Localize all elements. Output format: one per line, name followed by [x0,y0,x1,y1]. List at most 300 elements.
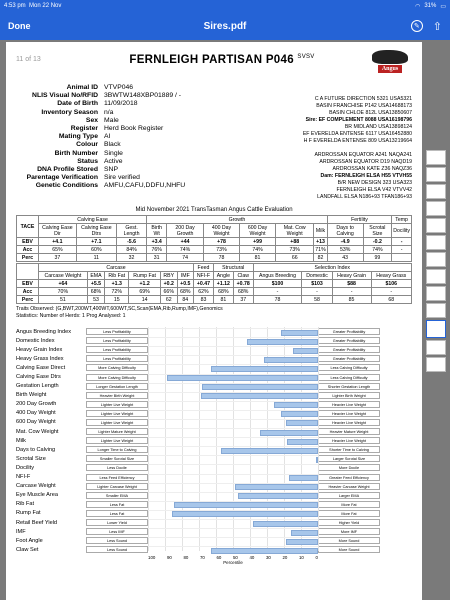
table-cell: -0.2 [363,238,392,246]
table-cell: +0.47 [194,280,214,288]
navigation-bar [0,12,450,40]
info-key: Date of Birth [57,100,98,108]
table-cell: 70% [39,288,88,296]
wifi-icon: ◠ [415,3,421,10]
table-cell: 14 [129,296,161,304]
pedigree [232,96,412,201]
bar-area [148,419,318,426]
percentile-bar [221,448,318,454]
column-header-row [17,272,412,280]
chart-row [16,445,412,454]
document-title: Sires.pdf [203,20,247,32]
percentile-chart [16,327,412,565]
page-thumbnail[interactable] [426,235,446,250]
high-descriptor: Larger Scrotal Size [318,455,380,462]
column-header: Days to Calving [327,224,363,238]
percentile-bar [201,393,318,399]
percentile-bar [238,493,318,499]
table-cell: 53% [327,246,363,254]
trait-label: Heavy Grass Index [16,355,64,362]
table-cell: 73% [203,246,239,254]
column-header: Claw [233,272,253,280]
trait-label: Calving Ease Direct [16,364,66,371]
chart-row [16,527,412,536]
column-header-row [17,224,412,238]
group-header: Feed [194,264,214,272]
low-descriptor: Lighter Live Weight [86,419,148,426]
low-descriptor: Less Profitability [86,328,148,335]
percentile-bar [316,457,318,463]
trait-label: 400 Day Weight [16,410,56,417]
battery-icon: ▭ [440,3,446,10]
percentile-bar [202,384,318,390]
low-descriptor: Smaller EMA [86,492,148,499]
high-descriptor: Greater Profitability [318,355,380,362]
ebv-table-carcase [16,263,412,304]
table-cell: +1.2 [129,280,161,288]
high-descriptor: Higher Yield [318,519,380,526]
trait-label: Mat. Cow Weight [16,428,59,435]
info-key: Genetic Conditions [35,182,98,190]
chart-row [16,491,412,500]
status-right [415,3,446,10]
info-key: Mating Type [58,133,98,141]
trait-label: Foot Angle [16,537,43,544]
column-header: 600 Day Weight [240,224,276,238]
low-descriptor: More Calving Difficulty [86,364,148,371]
column-header: Rib Fat [105,272,129,280]
page-thumbnail[interactable] [426,357,446,372]
bar-area [148,346,318,353]
table-cell: +99 [240,238,276,246]
bar-area [148,464,318,471]
x-tick-label: 0 [315,555,318,561]
table-cell: 78 [253,296,302,304]
pdf-page [6,42,422,600]
table-cell: 73% [276,246,314,254]
table-row [17,296,412,304]
pedigree-ancestor: ARDROSSAN KATE Z36 NAQZ36 [332,166,412,172]
pedigree-ancestor: ARDROSSAN EQUATOR A241 NAQA241 [314,152,412,158]
high-descriptor: Heavier Mature Weight [318,428,380,435]
info-row [16,92,206,100]
markup-icon[interactable]: ✎ [411,20,423,32]
low-descriptor: Less Fat [86,501,148,508]
row-label: Perc [17,254,39,262]
x-tick-label: 90 [166,555,172,561]
table-cell: 68% [177,288,193,296]
high-descriptor: More Fat [318,501,380,508]
low-descriptor: Less Docile [86,464,148,471]
percentile-bar [253,521,318,527]
table-cell: 81 [213,296,233,304]
table-row [17,288,412,296]
column-header: NFI-F [194,272,214,280]
chart-row [16,327,412,336]
trait-label: NFI-F [16,474,31,481]
table-cell: $88 [332,280,371,288]
x-tick-label: 80 [183,555,189,561]
trait-label: Heavy Grain Index [16,346,63,353]
x-axis-label: Percentile [223,560,243,566]
trait-label: Birth Weight [16,392,47,399]
group-header: Temp [392,216,412,224]
low-descriptor: Less Profitability [86,337,148,344]
page-thumbnail[interactable] [426,150,446,165]
info-value: AI [104,133,111,141]
column-header: EMA [87,272,104,280]
high-descriptor: Less Calving Difficulty [318,364,380,371]
chart-row [16,382,412,391]
table-cell: 31 [147,254,167,262]
trait-label: Days to Calving [16,446,56,453]
animal-name: FERNLEIGH PARTISAN P046 $^{SVSV}$ [129,54,315,66]
percentile-bar [211,548,318,554]
info-value: SNP [104,166,118,174]
percentile-bar [274,402,318,408]
bar-area [148,455,318,462]
column-header: 200 Day Growth [167,224,204,238]
chart-row [16,518,412,527]
table-cell: +0.78 [233,280,253,288]
bar-area [148,401,318,408]
high-descriptor: Heavier Live Weight [318,437,380,444]
pedigree-ancestor: H F EVERELDA ENTENSE 809 USA13219664 [303,138,412,144]
table-cell: +3.4 [147,238,167,246]
chart-row [16,500,412,509]
info-value: 3BWTW148XBP01889 / - [104,92,182,100]
table-cell: - [392,238,412,246]
info-key: NLIS Visual No/RFID [32,92,98,100]
chart-row [16,354,412,363]
x-tick-label: 40 [249,555,255,561]
table-cell [392,254,412,262]
low-descriptor: Smaller Scrotal Size [86,455,148,462]
info-row [16,117,206,125]
group-header: Structural [213,264,253,272]
page-thumbnail[interactable] [426,218,446,233]
angus-logo-text: Angus [378,65,402,73]
pedigree-ancestor: BASIN FRANCHISE P142 USA14688173 [316,103,412,109]
column-header: 400 Day Weight [203,224,239,238]
bar-area [148,374,318,381]
table-cell: 72% [105,288,129,296]
bar-area [148,337,318,344]
high-descriptor: Greater Feed Efficiency [318,474,380,481]
page-thumbnail[interactable] [426,269,446,284]
low-descriptor: Lower Yield [86,519,148,526]
info-row [16,174,206,182]
table-cell: +1.3 [105,280,129,288]
table-row [17,246,412,254]
done-button[interactable]: Done [8,21,31,31]
info-row [16,100,206,108]
column-header: Milk [314,224,327,238]
info-key: Register [70,125,98,133]
bar-area [148,528,318,535]
table-cell: - [371,288,411,296]
column-header: Mat. Cow Weight [276,224,314,238]
chart-row [16,463,412,472]
table-cell: - [332,288,371,296]
table-cell: +7.1 [76,238,116,246]
group-header: Calving Ease [39,216,147,224]
low-descriptor: Lighter Live Weight [86,437,148,444]
table-cell: 37 [233,296,253,304]
column-header: RBY [160,272,177,280]
bar-area [148,410,318,417]
info-row [16,166,206,174]
status-time: 4:53 pm Mon 22 Nov [4,3,62,9]
info-key: Birth Number [54,149,98,157]
chart-row [16,336,412,345]
x-tick-label: 50 [232,555,238,561]
percentile-bar [291,530,318,536]
table-cell: 68% [233,288,253,296]
column-header: Carcase Weight [39,272,88,280]
low-descriptor: Less Feed Efficiency [86,474,148,481]
info-row [16,150,206,158]
low-descriptor: Less Sound [86,546,148,553]
table-cell: 32 [116,254,146,262]
low-descriptor: Less Sound [86,537,148,544]
share-icon[interactable]: ⇧ [432,20,442,33]
table-cell: +78 [203,238,239,246]
percentile-bar [281,411,318,417]
table-cell: +64 [39,280,88,288]
pedigree-parent: Dam: FERNLEIGH ELSA H55 VTVH55 [320,173,412,179]
high-descriptor: Heavier Live Weight [318,401,380,408]
page-thumbnails [426,150,448,372]
table-cell: +4.1 [39,238,77,246]
column-header: Calving Ease Dtrs [76,224,116,238]
trait-label: 200 Day Growth [16,401,57,408]
low-descriptor: Lighter Live Weight [86,410,148,417]
column-header: Angle [213,272,233,280]
high-descriptor: Heavier Live Weight [318,410,380,417]
low-descriptor: Less IMF [86,528,148,535]
info-key: Inventory Season [41,108,98,116]
bar-area [148,364,318,371]
trait-label: Eye Muscle Area [16,492,58,499]
trait-label: Docility [16,464,35,471]
page-thumbnail[interactable] [426,167,446,182]
high-descriptor: Greater Profitability [318,337,380,344]
tace-label [17,264,39,280]
nav-actions [411,20,442,33]
bar-area [148,546,318,553]
info-key: Parentage Verification [26,174,98,182]
table-cell: -5.6 [116,238,146,246]
group-header: Selection Index [253,264,411,272]
chart-gridline [318,327,319,551]
low-descriptor: Less Profitability [86,346,148,353]
trait-label: Angus Breeding Index [16,328,72,335]
table-cell: 84 [177,296,193,304]
column-header: Calving Ease Dir [39,224,77,238]
info-value: Sire verified [104,174,140,182]
low-descriptor: Longer Gestation Length [86,383,148,390]
animal-info-list [16,84,206,201]
column-header: Domestic [302,272,332,280]
trait-label: IMF [16,528,26,535]
pedigree-ancestor: B/R NEW DESIGN 323 USA323 [337,180,412,186]
high-descriptor: Larger EMA [318,492,380,499]
info-row [16,141,206,149]
pedigree-ancestor: EF EVERELDA ENTENSE 6117 USA16452880 [302,131,412,137]
table-cell: - [253,288,302,296]
table-row [17,254,412,262]
x-tick-label: 20 [282,555,288,561]
high-descriptor: Less Calving Difficulty [318,374,380,381]
table-cell: 15 [105,296,129,304]
trait-label: Scrotal Size [16,455,46,462]
table-cell: 68% [213,288,233,296]
high-descriptor: Lighter Birth Weight [318,392,380,399]
ebv-section [16,207,412,319]
bar-area [148,328,318,335]
pedigree-ancestor [232,145,412,152]
table-cell: +13 [314,238,327,246]
page-thumbnail[interactable] [426,201,446,216]
row-label: Perc [17,296,39,304]
percentile-bar [293,348,319,354]
chart-row [16,391,412,400]
info-value: Male [104,116,119,124]
table-cell: 82 [314,254,327,262]
trait-label: Gestation Length [16,383,59,390]
angus-logo [368,50,412,73]
row-label: EBV [17,238,39,246]
page-thumbnail[interactable] [426,340,446,355]
page-thumbnail[interactable] [426,303,446,318]
chart-row [16,536,412,545]
table-cell: +44 [167,238,204,246]
row-label: Acc [17,246,39,254]
table-cell: 81 [240,254,276,262]
high-descriptor: Heavier Carcase Weight [318,483,380,490]
bar-area [148,437,318,444]
high-descriptor: More Sound [318,537,380,544]
pedigree-ancestor: LANDFALL ELSA N186+93 TFAN186+93 [317,194,412,200]
low-descriptor: Lighter Mature Weight [86,428,148,435]
info-key: DNA Profile Stored [37,166,98,174]
low-descriptor: Heavier Birth Weight [86,392,148,399]
table-cell: 74 [167,254,204,262]
table-cell: 68 [371,296,411,304]
table-cell: +1.12 [213,280,233,288]
high-descriptor: Heavier Live Weight [318,419,380,426]
pedigree-ancestor: BASIN CHLOE 812L USA13850607 [329,110,412,116]
table-cell: $106 [371,280,411,288]
pedigree-ancestor: ARDROSSAN EQUATOR D19 NAQD19 [319,159,412,165]
table-cell: +5.5 [87,280,104,288]
info-key: Colour [76,141,98,149]
percentile-bar [289,475,318,481]
bar-area [148,383,318,390]
trait-label: Rump Fat [16,510,41,517]
low-descriptor: More Calving Difficulty [86,374,148,381]
page-thumbnail[interactable] [426,320,446,338]
column-header: Docility [392,224,412,238]
x-tick-label: 30 [265,555,271,561]
column-header: Birth Wt [147,224,167,238]
table-cell: 68% [87,288,104,296]
page-thumbnail[interactable] [426,252,446,267]
chart-row [16,409,412,418]
chart-row [16,418,412,427]
x-tick-label: 100 [148,555,156,561]
table-cell: 43 [327,254,363,262]
page-thumbnail[interactable] [426,184,446,199]
page-thumbnail[interactable] [426,286,446,301]
table-cell: 66% [160,288,177,296]
x-tick-label: 10 [298,555,304,561]
info-row [16,158,206,166]
row-label: Acc [17,288,39,296]
trait-label: Domestic Index [16,337,55,344]
high-descriptor: Shorter Gestation Length [318,383,380,390]
table-cell: - [302,288,332,296]
page-header [16,50,412,80]
high-descriptor: More Fat [318,510,380,517]
info-value: n/a [104,108,114,116]
percentile-bar [235,484,318,490]
percentile-bar [211,366,318,372]
low-descriptor: Lighter Carcase Weight [86,483,148,490]
table-cell: 74% [240,246,276,254]
trait-label: Retail Beef Yield [16,519,58,526]
low-descriptor: Less Fat [86,510,148,517]
chart-row [16,427,412,436]
row-label: EBV [17,280,39,288]
bar-area [148,446,318,453]
info-value: VTVP046 [104,84,134,91]
table-cell: 60% [76,246,116,254]
group-header: Fertility [327,216,392,224]
table-cell: $103 [302,280,332,288]
high-descriptor: More Sound [318,546,380,553]
trait-label: 600 Day Weight [16,419,56,426]
chart-row [16,345,412,354]
column-header: Heavy Grain [332,272,371,280]
high-descriptor: More Docile [318,464,380,471]
pedigree-ancestor: FERNLEIGH ELSA V42 VTVV42 [336,187,412,193]
table-cell: 11 [76,254,116,262]
bar-area [148,510,318,517]
percentile-bar [281,330,318,336]
table-cell: 74% [363,246,392,254]
percentile-bar [264,357,318,363]
column-header: IMF [177,272,193,280]
high-descriptor: More IMF [318,528,380,535]
table-cell: 58 [302,296,332,304]
low-descriptor: Lighter Live Weight [86,401,148,408]
table-row [17,238,412,246]
table-row [17,280,412,288]
bar-area [148,428,318,435]
group-header: Growth [147,216,328,224]
pedigree-parent: Sire: EF COMPLEMENT 8088 USA16198796 [305,117,412,123]
bull-icon [372,50,408,64]
bar-area [148,355,318,362]
table-cell: 62 [160,296,177,304]
bar-area [148,483,318,490]
chart-row [16,400,412,409]
trait-label: Calving Ease Dtrs [16,374,61,381]
trait-label: Claw Set [16,546,39,553]
column-header: Rump Fat [129,272,161,280]
